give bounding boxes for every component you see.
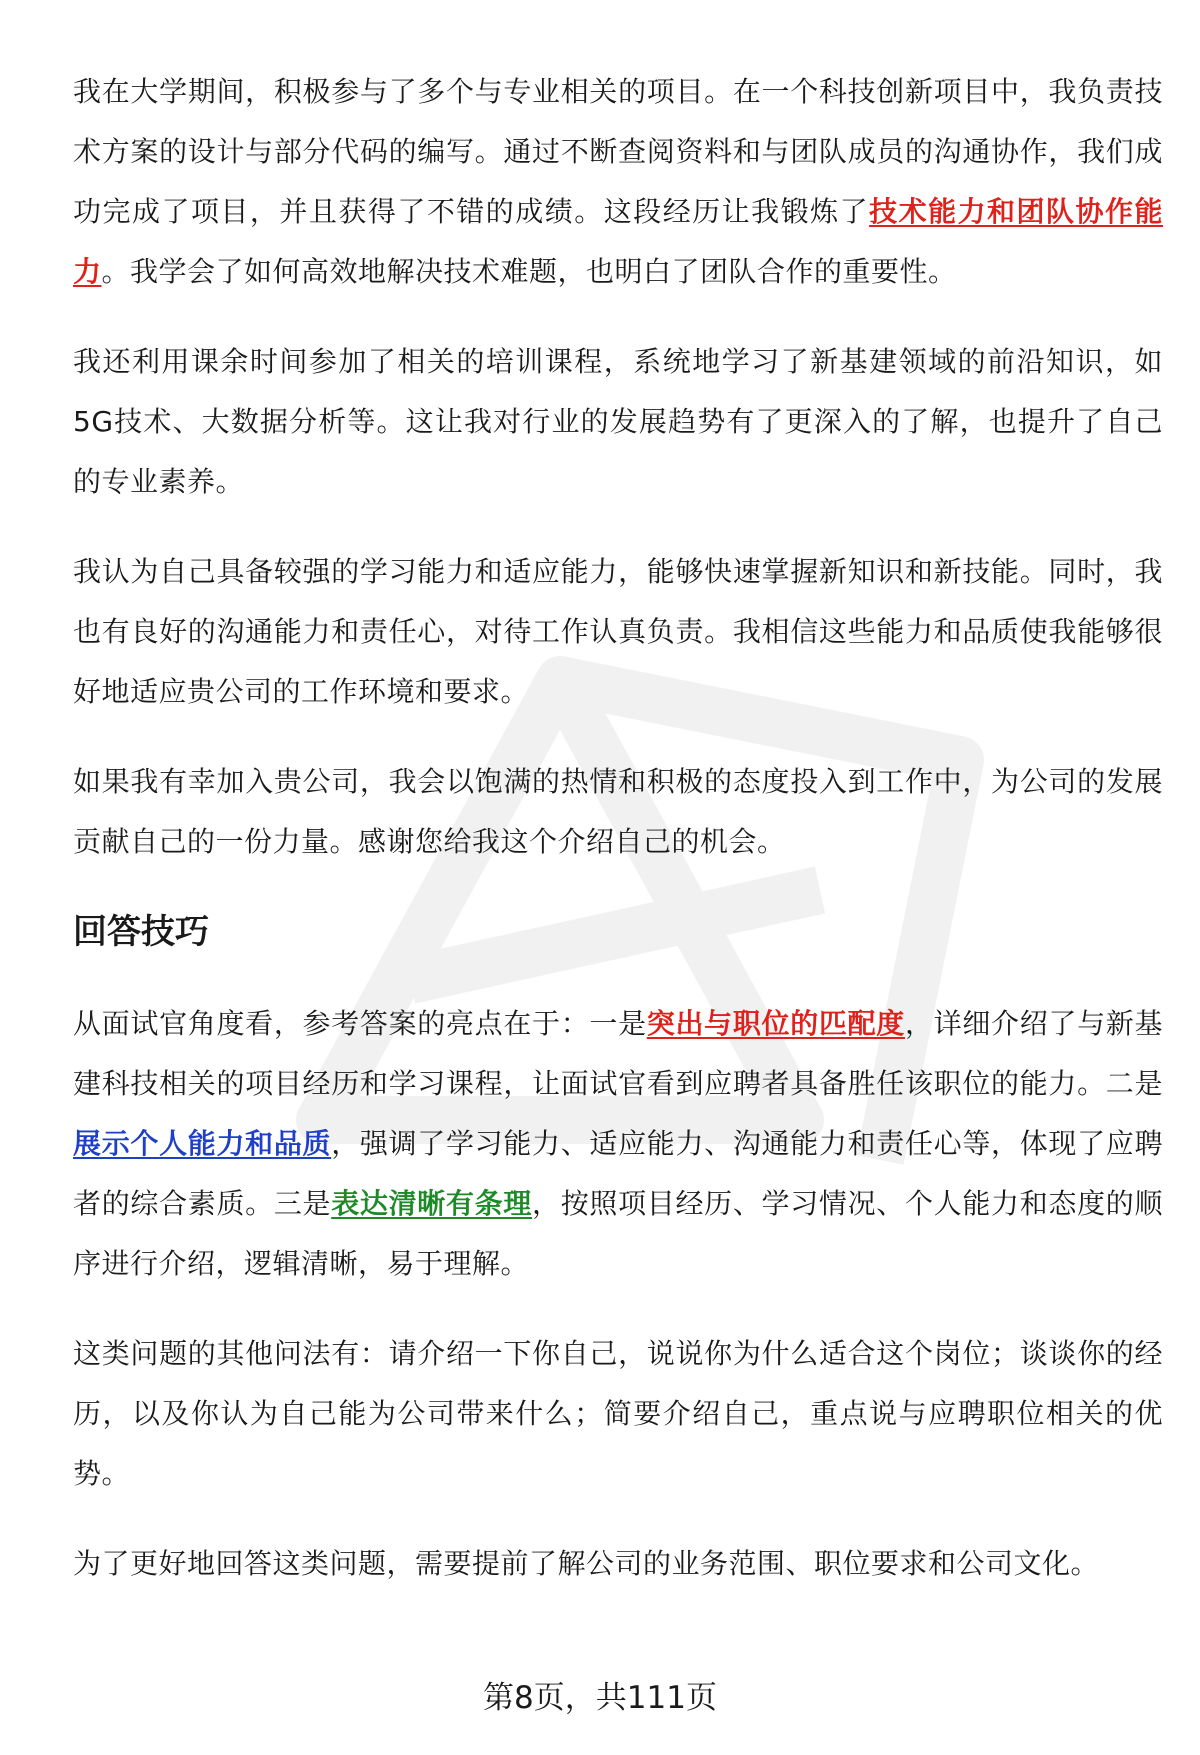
paragraph-text: 为了更好地回答这类问题，需要提前了解公司的业务范围、职位要求和公司文化。 (73, 1547, 1100, 1580)
paragraph-text: 我在大学期间，积极参与了多个与专业相关的项目。在一个科技创新项目中，我负责技术方案的设计与部分代码的编写。通过不断查阅资料和与团队成员的沟通协作，我们成功完成了项目，并且获得了不错的成绩。这段经历让我锻炼了 (73, 75, 1163, 228)
answer-paragraphs (73, 62, 1163, 872)
paragraph-text: ，按照项目经历、学习情况、个人能力和态度的顺序进行介绍，逻辑清晰，易于理解。 (73, 1187, 1163, 1280)
paragraph-text: 从面试官角度看，参考答案的亮点在于：一是 (73, 1007, 647, 1040)
paragraph-text: 我认为自己具备较强的学习能力和适应能力，能够快速掌握新知识和新技能。同时，我也有良好的沟通能力和责任心，对待工作认真负责。我相信这些能力和品质使我能够很好地适应贵公司的工作环境和要求。 (73, 555, 1163, 708)
paragraph-text: ，强调了学习能力、适应能力、沟通能力和责任心等，体现了应聘者的综合素质。三是 (73, 1127, 1163, 1220)
document-content (73, 62, 1163, 1624)
paragraph (73, 542, 1163, 722)
highlight-phrase: 技术能力和团队协作能力 (73, 195, 1163, 288)
paragraph-text: 如果我有幸加入贵公司，我会以饱满的热情和积极的态度投入到工作中，为公司的发展贡献自己的一份力量。感谢您给我这个介绍自己的机会。 (73, 765, 1163, 858)
paragraph (73, 62, 1163, 302)
highlight-phrase: 突出与职位的匹配度 (646, 1007, 905, 1040)
paragraph (73, 994, 1163, 1294)
highlight-phrase: 表达清晰有条理 (331, 1187, 533, 1220)
section-heading: 回答技巧 (73, 912, 209, 952)
page-number: 第8页，共111页 (483, 1680, 717, 1716)
highlight-phrase: 展示个人能力和品质 (73, 1127, 332, 1160)
paragraph-text: ，详细介绍了与新基建科技相关的项目经历和学习课程，让面试官看到应聘者具备胜任该职位的能力。二是 (73, 1007, 1163, 1100)
tips-paragraphs (73, 994, 1163, 1594)
paragraph (73, 332, 1163, 512)
paragraph (73, 1534, 1163, 1594)
paragraph-text: 我还利用课余时间参加了相关的培训课程，系统地学习了新基建领域的前沿知识，如5G技术、大数据分析等。这让我对行业的发展趋势有了更深入的了解，也提升了自己的专业素养。 (73, 345, 1163, 498)
paragraph-text: 这类问题的其他问法有：请介绍一下你自己，说说你为什么适合这个岗位；谈谈你的经历，以及你认为自己能为公司带来什么；简要介绍自己，重点说与应聘职位相关的优势。 (73, 1337, 1163, 1490)
paragraph-text: 。我学会了如何高效地解决技术难题，也明白了团队合作的重要性。 (101, 255, 957, 288)
paragraph (73, 1324, 1163, 1504)
paragraph (73, 752, 1163, 872)
